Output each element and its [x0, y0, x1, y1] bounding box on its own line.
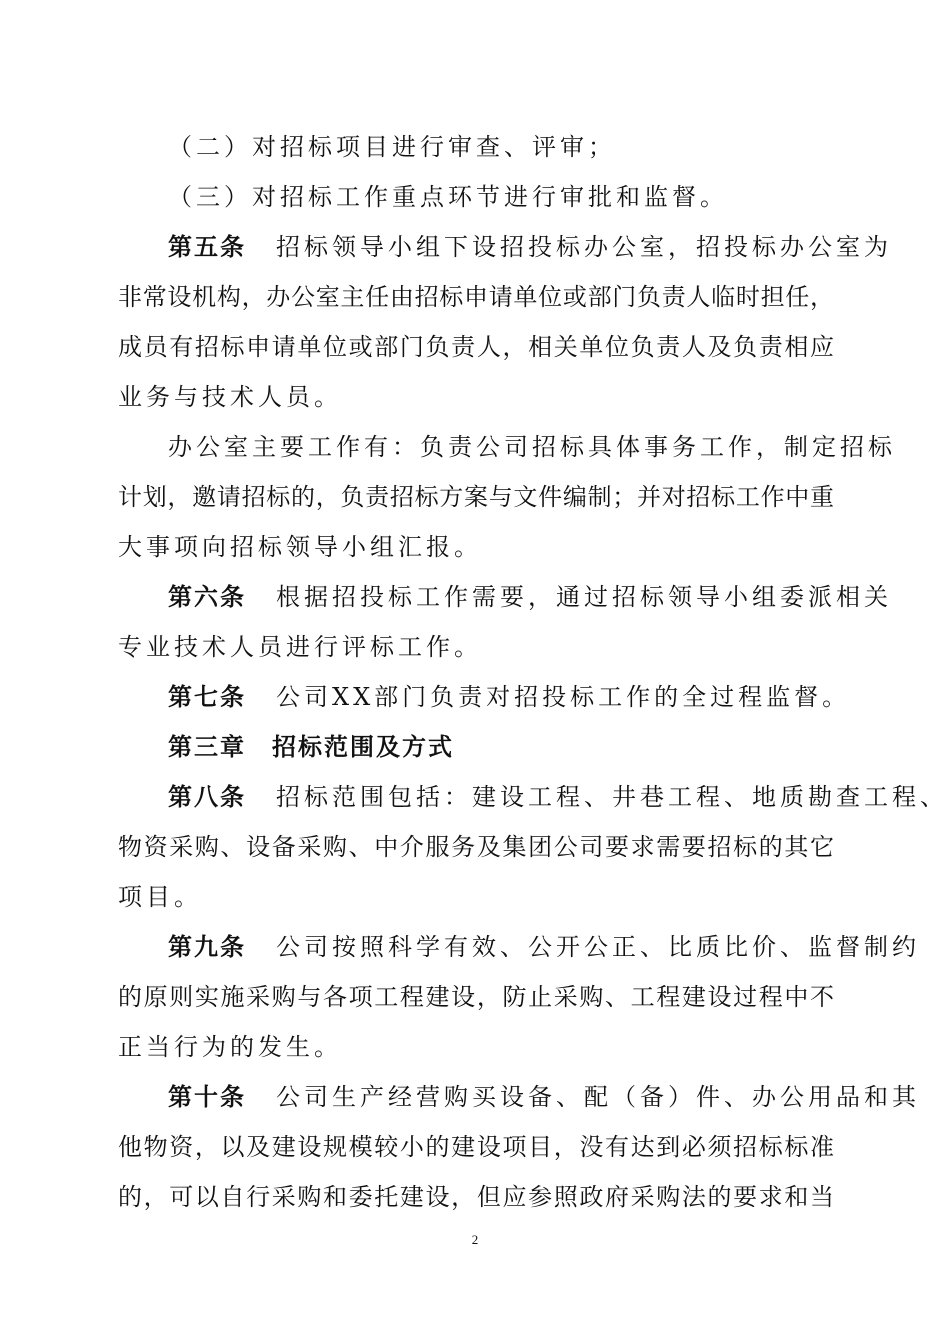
article-7	[118, 672, 851, 722]
article-text: 招标范围包括：建设工程、井巷工程、地质勘查工程、	[276, 783, 948, 811]
article-heading: 第八条	[168, 782, 246, 811]
article-5	[118, 222, 892, 272]
paragraph-line: 成员有招标申请单位或部门负责人，相关单位负责人及负责相应	[118, 333, 834, 361]
article-text: 公司生产经营购买设备、配（备）件、办公用品和其	[276, 1083, 920, 1111]
paragraph-line: 的，可以自行采购和委托建设，但应参照政府采购法的要求和当	[118, 1183, 834, 1211]
article-6	[118, 572, 892, 622]
article-heading: 第六条	[168, 582, 246, 611]
office-duties-paragraph: 办公室主要工作有：负责公司招标具体事务工作，制定招标	[168, 433, 896, 461]
paragraph-line: 的原则实施采购与各项工程建设，防止采购、工程建设过程中不	[118, 983, 834, 1011]
article-heading: 第九条	[168, 932, 246, 961]
article-heading: 第十条	[168, 1082, 246, 1111]
body-text	[118, 122, 948, 1222]
paragraph-line: 正当行为的发生。	[118, 1033, 342, 1061]
article-heading: 第五条	[168, 232, 246, 261]
article-10	[118, 1072, 920, 1122]
paragraph-line: 物资采购、设备采购、中介服务及集团公司要求需要招标的其它	[118, 833, 834, 861]
paragraph-line: 大事项向招标领导小组汇报。	[118, 533, 482, 561]
clause-item-3: （三）对招标工作重点环节进行审批和监督。	[168, 183, 728, 211]
article-text: 公司XX部门负责对招投标工作的全过程监督。	[276, 683, 851, 711]
article-text: 公司按照科学有效、公开公正、比质比价、监督制约	[276, 933, 920, 961]
paragraph-line: 项目。	[118, 883, 202, 911]
paragraph-line: 他物资，以及建设规模较小的建设项目，没有达到必须招标标准	[118, 1133, 834, 1161]
paragraph-line: 非常设机构，办公室主任由招标申请单位或部门负责人临时担任，	[118, 283, 834, 311]
chapter-heading: 第三章 招标范围及方式	[168, 732, 454, 761]
paragraph-line: 计划，邀请招标的，负责招标方案与文件编制；并对招标工作中重	[118, 483, 834, 511]
article-text: 招标领导小组下设招投标办公室，招投标办公室为	[276, 233, 892, 261]
paragraph-line: 专业技术人员进行评标工作。	[118, 633, 482, 661]
paragraph-line: 业务与技术人员。	[118, 383, 342, 411]
article-heading: 第七条	[168, 682, 246, 711]
article-9	[118, 922, 920, 972]
article-8	[118, 772, 948, 822]
page-number: 2	[471, 1232, 479, 1247]
clause-item-2: （二）对招标项目进行审查、评审；	[168, 133, 616, 161]
article-text: 根据招投标工作需要，通过招标领导小组委派相关	[276, 583, 892, 611]
